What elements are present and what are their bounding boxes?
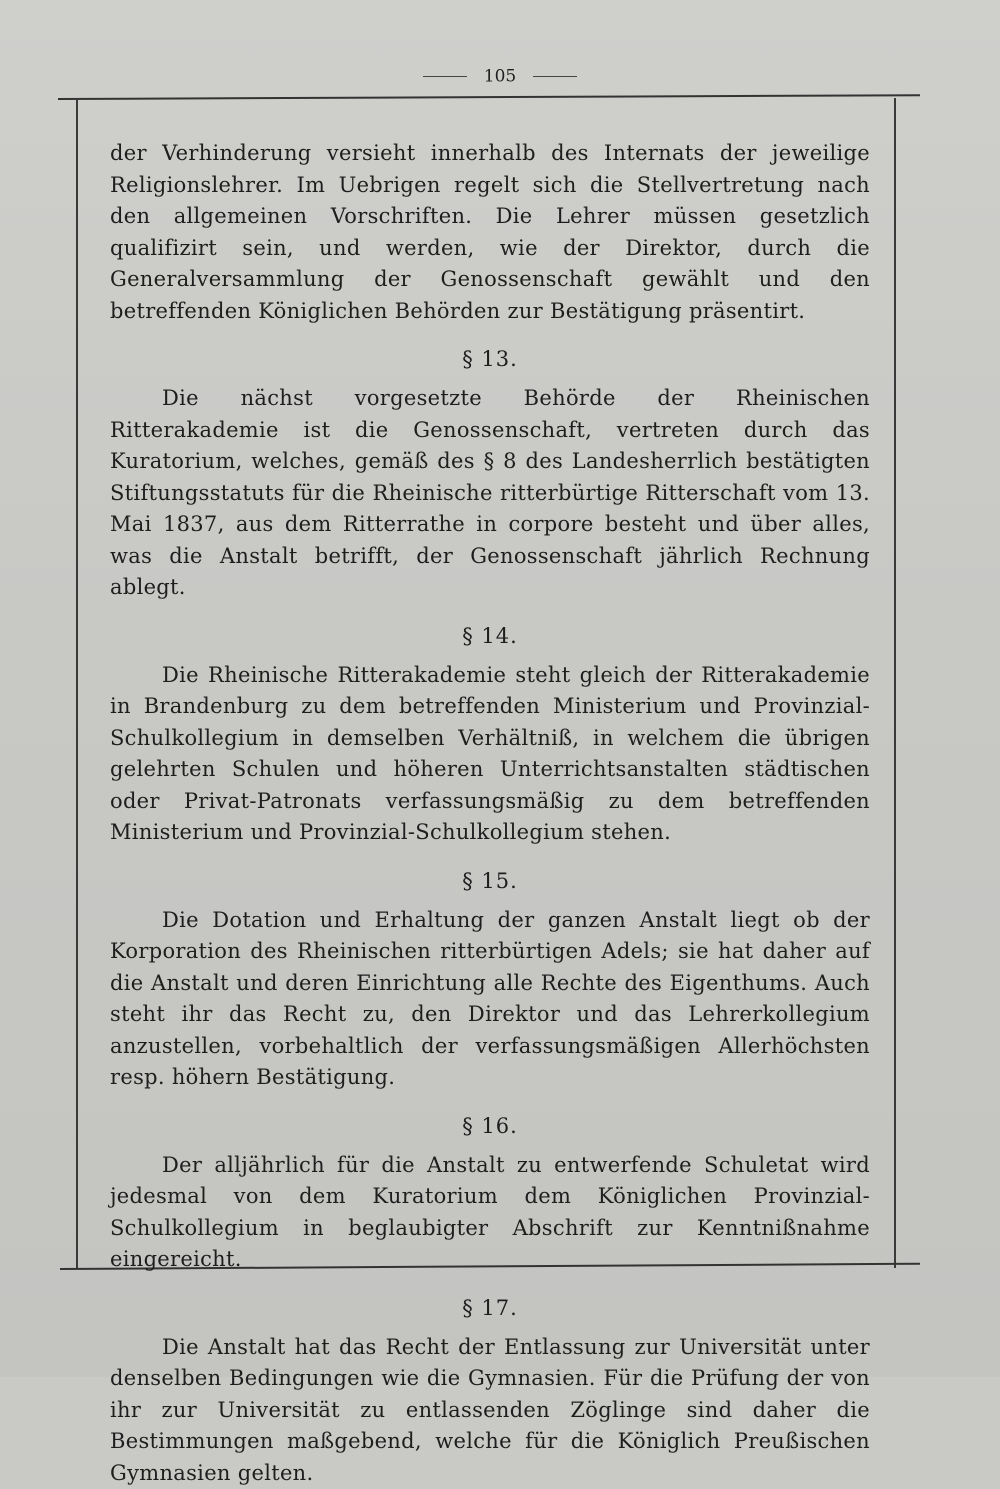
section-heading-13: § 13. bbox=[110, 339, 870, 379]
section-text-13: Die nächst vorgesetzte Behörde der Rheinischen Ritterakademie ist die Genossenschaft, vertreten durch das Kuratorium, welches, gemäß des § 8 des Landesherrlich bestätigten Stiftungsstatuts für die Rheinische ritterbürtige Ritterschaft vom 13. Mai 1837, aus dem Ritterrathe in corpore besteht und über alles, was die Anstalt betrifft, der Genossenschaft jährlich Rechnung ablegt. bbox=[110, 383, 870, 604]
section-heading-15: § 15. bbox=[110, 861, 870, 901]
section-heading-16: § 16. bbox=[110, 1106, 870, 1146]
paragraph-continuation: der Verhinderung versieht innerhalb des Internats der jeweilige Religionslehrer. Im Uebrigen regelt sich die Stellvertretung nach den allgemeinen Vorschriften. Die Lehrer müssen gesetzlich qualifizirt sein, und werden, wie der Direktor, durch die Generalversammlung der Genossenschaft gewählt und den betreffenden Königlichen Behörden zur Bestätigung präsentirt. bbox=[110, 138, 870, 327]
section-text-16: Der alljährlich für die Anstalt zu entwerfende Schuletat wird jedesmal von dem Kuratorium dem Königlichen Provinzial-Schulkollegium in beglaubigter Abschrift zur Kenntnißnahme eingereicht. bbox=[110, 1150, 870, 1276]
header-rule-left bbox=[423, 76, 467, 77]
header-rule-right bbox=[533, 76, 577, 77]
page-header bbox=[0, 66, 1000, 96]
section-text-14: Die Rheinische Ritterakademie steht gleich der Ritterakademie in Brandenburg zu dem betreffenden Ministerium und Provinzial-Schulkollegium in demselben Verhältniß, in welchem die übrigen gelehrten Schulen und höheren Unterrichtsanstalten städtischen oder Privat-Patronats verfassungsmäßig zu dem betreffenden Ministerium und Provinzial-Schulkollegium stehen. bbox=[110, 660, 870, 849]
section-text-15: Die Dotation und Erhaltung der ganzen Anstalt liegt ob der Korporation des Rheinischen ritterbürtigen Adels; sie hat daher auf die Anstalt und deren Einrichtung alle Rechte des Eigenthums. Auch steht ihr das Recht zu, den Direktor und das Lehrerkollegium anzustellen, vorbehaltlich der verfassungsmäßigen Allerhöchsten resp. höhern Bestätigung. bbox=[110, 905, 870, 1094]
section-heading-14: § 14. bbox=[110, 616, 870, 656]
section-heading-17: § 17. bbox=[110, 1288, 870, 1328]
page-number: 105 bbox=[484, 67, 516, 87]
section-text-17: Die Anstalt hat das Recht der Entlassung zur Universität unter denselben Bedingungen wie die Gymnasien. Für die Prüfung der von ihr zur Universität zu entlassenden Zöglinge sind daher die Bestimmungen maßgebend, welche für die Königlich Preußischen Gymnasien gelten. bbox=[110, 1332, 870, 1489]
body-text bbox=[110, 138, 870, 1489]
